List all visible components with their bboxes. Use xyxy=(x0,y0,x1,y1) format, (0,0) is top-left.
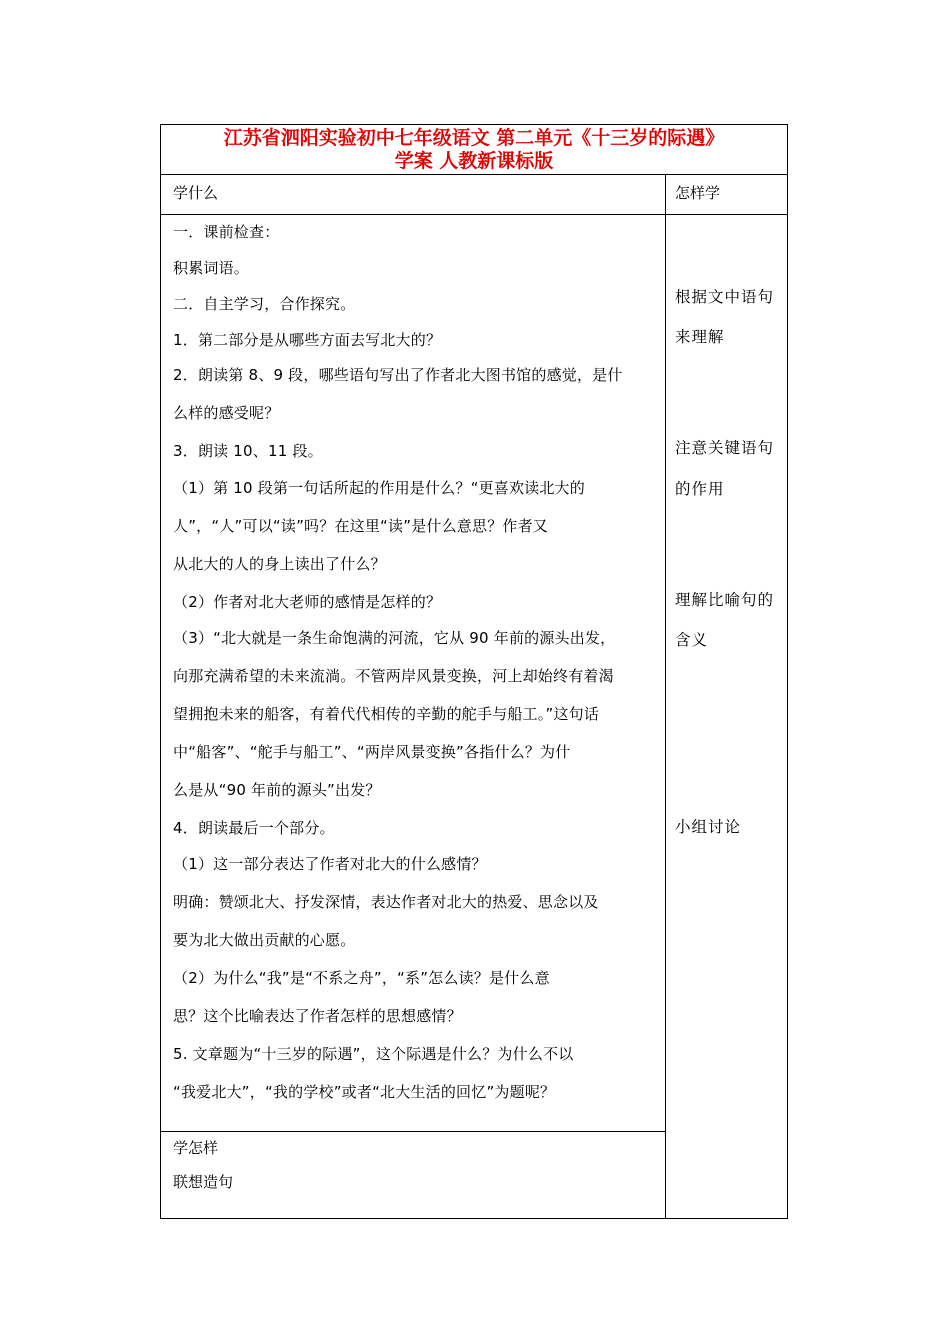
content-line: （3）“北大就是一条生命饱满的河流，它从 90 年前的源头出发， xyxy=(173,629,616,647)
content-line: 人”，“人”可以“读”吗？在这里“读”是什么意思？作者又 xyxy=(173,517,548,535)
note-line: 根据文中语句 xyxy=(675,288,775,306)
content-line: 积累词语。 xyxy=(173,259,250,277)
note-line: 来理解 xyxy=(675,328,725,346)
note-line: 含义 xyxy=(675,631,709,649)
content-line: 思？这个比喻表达了作者怎样的思想感情？ xyxy=(173,1007,462,1025)
content-line: （1）第 10 段第一句话所起的作用是什么？“更喜欢读北大的 xyxy=(173,479,585,497)
content-line: 中“船客”、“舵手与船工”、“两岸风景变换”各指什么？为什 xyxy=(173,743,571,761)
title-line-2: 学案 人教新课标版 xyxy=(394,150,554,172)
content-line: 么是从“90 年前的源头”出发？ xyxy=(173,781,381,799)
note-line: 注意关键语句 xyxy=(675,439,775,457)
note-line: 的作用 xyxy=(675,480,725,498)
content-line: （1）这一部分表达了作者对北大的什么感情？ xyxy=(173,855,487,873)
content-line: 向那充满希望的未来流淌。不管两岸风景变换，河上却始终有着渴 xyxy=(173,667,614,685)
content-line: 1．第二部分是从哪些方面去写北大的？ xyxy=(173,331,442,349)
content-line: 5. 文章题为“十三岁的际遇”，这个际遇是什么？为什么不以 xyxy=(173,1045,574,1063)
note-line: 理解比喻句的 xyxy=(675,591,775,609)
content-line: “我爱北大”，“我的学校”或者“北大生活的回忆”为题呢？ xyxy=(173,1083,556,1101)
content-line: （2）为什么“我”是“不系之舟”，“系”怎么读？是什么意 xyxy=(173,969,550,987)
content-line: 要为北大做出贡献的心愿。 xyxy=(173,931,356,949)
bottom-row-divider xyxy=(161,1131,665,1132)
worksheet-table xyxy=(160,124,788,1219)
content-line: 一．课前检查： xyxy=(173,223,280,241)
content-line: 二．自主学习，合作探究。 xyxy=(173,295,356,313)
content-line: 4．朗读最后一个部分。 xyxy=(173,819,335,837)
header-what-to-learn: 学什么 xyxy=(173,184,219,202)
content-line: 从北大的人的身上读出了什么？ xyxy=(173,555,386,573)
content-line: 3．朗读 10、11 段。 xyxy=(173,442,323,460)
content-line: （2）作者对北大老师的感情是怎样的？ xyxy=(173,593,442,611)
column-divider xyxy=(665,175,666,1219)
section-content-association: 联想造句 xyxy=(173,1173,234,1191)
content-line: 望拥抱未来的船客，有着代代相传的辛勤的舵手与船工。”这句话 xyxy=(173,705,600,723)
document-title xyxy=(161,125,787,175)
content-line: 2．朗读第 8、9 段，哪些语句写出了作者北大图书馆的感觉，是什 xyxy=(173,366,623,384)
content-line: 么样的感受呢？ xyxy=(173,404,280,422)
content-line: 明确：赞颂北大、抒发深情，表达作者对北大的热爱、思念以及 xyxy=(173,893,599,911)
header-how-to-learn: 怎样学 xyxy=(675,184,721,202)
section-label-how: 学怎样 xyxy=(173,1139,219,1157)
title-line-1: 江苏省泗阳实验初中七年级语文 第二单元《十三岁的际遇》 xyxy=(223,127,725,149)
note-line: 小组讨论 xyxy=(675,818,742,836)
